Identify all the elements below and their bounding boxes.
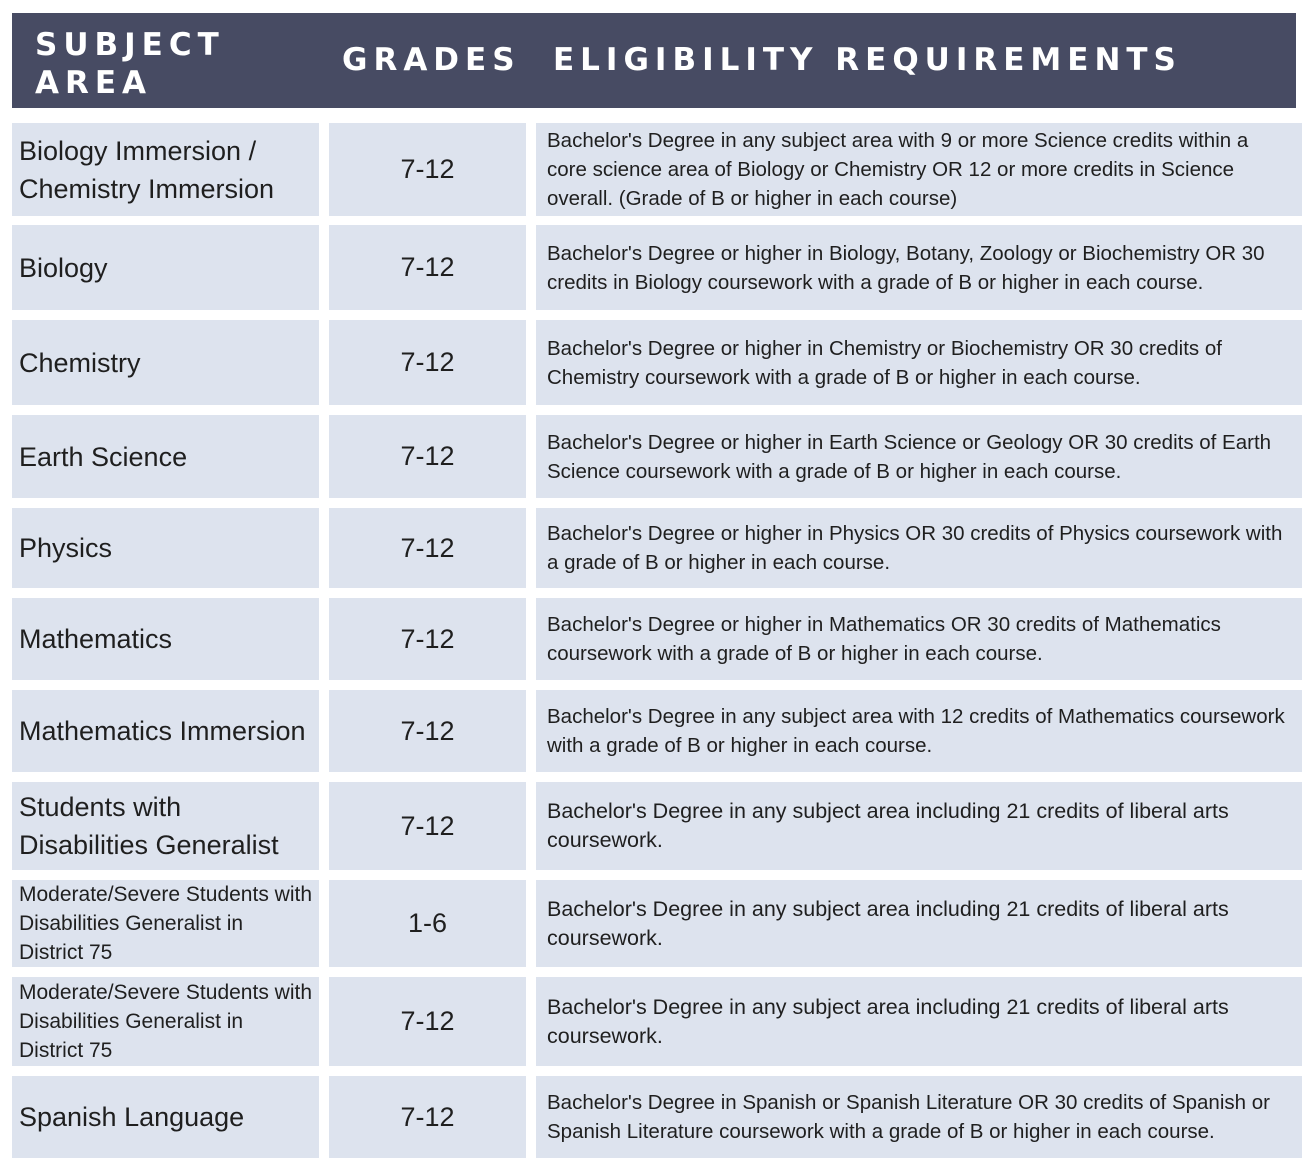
grades-cell: 7-12	[329, 415, 526, 498]
grades-cell: 7-12	[329, 123, 526, 216]
table-row	[12, 320, 1296, 405]
requirements-cell: Bachelor's Degree in any subject area with 12 credits of Mathematics coursework with a grade of B or higher in each course.	[536, 690, 1302, 772]
subject-cell: Moderate/Severe Students with Disabilities Generalist in District 75	[12, 977, 319, 1066]
grades-cell: 7-12	[329, 320, 526, 405]
table-row	[12, 123, 1296, 216]
grades-cell: 7-12	[329, 508, 526, 588]
table-row	[12, 977, 1296, 1066]
subject-cell: Mathematics	[12, 598, 319, 680]
table-row	[12, 508, 1296, 588]
grades-cell: 7-12	[329, 225, 526, 310]
grades-cell: 7-12	[329, 782, 526, 870]
requirements-cell: Bachelor's Degree in any subject area including 21 credits of liberal arts coursework.	[536, 782, 1302, 870]
requirements-cell: Bachelor's Degree or higher in Mathematics OR 30 credits of Mathematics coursework with a grade of B or higher in each course.	[536, 598, 1302, 680]
header-grades: GRADES	[342, 42, 521, 78]
table-row	[12, 415, 1296, 498]
subject-cell: Spanish Language	[12, 1076, 319, 1158]
requirements-cell: Bachelor's Degree in any subject area including 21 credits of liberal arts coursework.	[536, 880, 1302, 967]
subject-cell: Mathematics Immersion	[12, 690, 319, 772]
subject-cell: Students with Disabilities Generalist	[12, 782, 319, 870]
requirements-cell: Bachelor's Degree or higher in Chemistry or Biochemistry OR 30 credits of Chemistry coursework with a grade of B or higher in each course.	[536, 320, 1302, 405]
subject-cell: Biology	[12, 225, 319, 310]
table-row	[12, 598, 1296, 680]
requirements-cell: Bachelor's Degree in Spanish or Spanish Literature OR 30 credits of Spanish or Spanish Literature coursework with a grade of B or higher in each course.	[536, 1076, 1302, 1158]
subject-cell: Biology Immersion / Chemistry Immersion	[12, 123, 319, 216]
table-header	[12, 13, 1296, 108]
requirements-cell: Bachelor's Degree in any subject area including 21 credits of liberal arts coursework.	[536, 977, 1302, 1066]
table-row	[12, 225, 1296, 310]
table-row	[12, 880, 1296, 967]
subject-cell: Earth Science	[12, 415, 319, 498]
requirements-cell: Bachelor's Degree or higher in Biology, Botany, Zoology or Biochemistry OR 30 credits in Biology coursework with a grade of B or higher in each course.	[536, 225, 1302, 310]
requirements-cell: Bachelor's Degree in any subject area with 9 or more Science credits within a core science area of Biology or Chemistry OR 12 or more credits in Science overall. (Grade of B or higher in each course)	[536, 123, 1302, 216]
table-row	[12, 690, 1296, 772]
subject-cell: Moderate/Severe Students with Disabilities Generalist in District 75	[12, 880, 319, 967]
grades-cell: 7-12	[329, 977, 526, 1066]
grades-cell: 7-12	[329, 690, 526, 772]
grades-cell: 1-6	[329, 880, 526, 967]
header-eligibility-requirements: ELIGIBILITY REQUIREMENTS	[553, 42, 1182, 78]
subject-cell: Physics	[12, 508, 319, 588]
table-row	[12, 1076, 1296, 1158]
table-row	[12, 782, 1296, 870]
grades-cell: 7-12	[329, 598, 526, 680]
header-subject-area: SUBJECT AREA	[35, 27, 225, 101]
subject-cell: Chemistry	[12, 320, 319, 405]
requirements-cell: Bachelor's Degree or higher in Earth Science or Geology OR 30 credits of Earth Science coursework with a grade of B or higher in each course.	[536, 415, 1302, 498]
requirements-cell: Bachelor's Degree or higher in Physics OR 30 credits of Physics coursework with a grade of B or higher in each course.	[536, 508, 1302, 588]
grades-cell: 7-12	[329, 1076, 526, 1158]
